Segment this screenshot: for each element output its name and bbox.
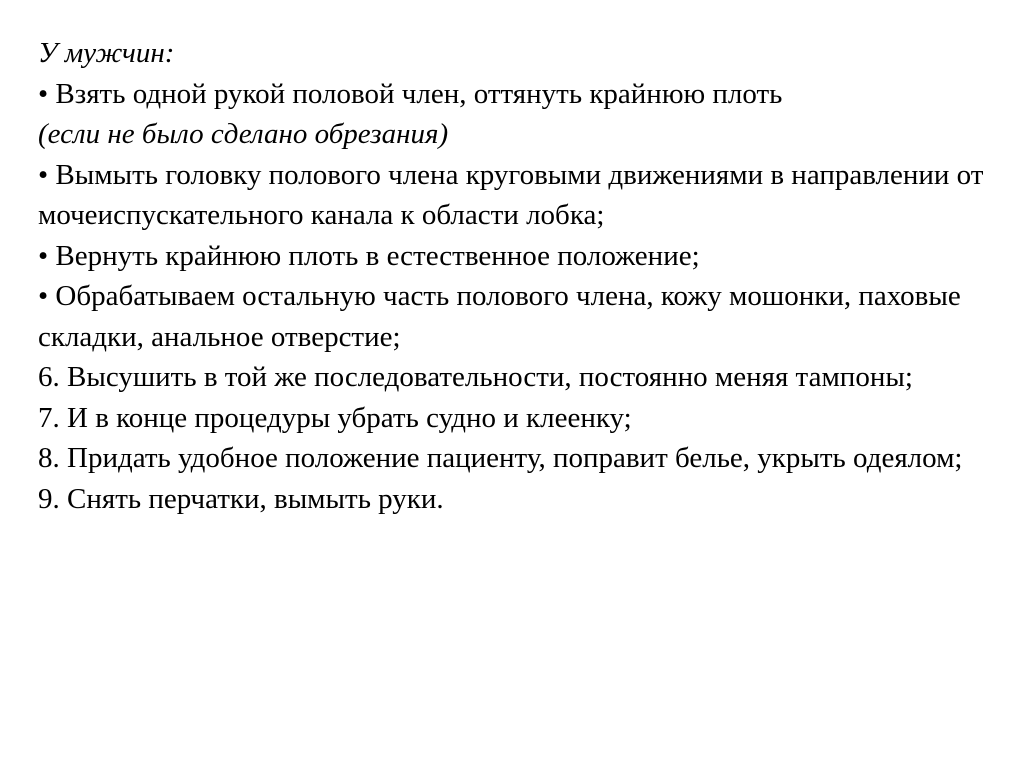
list-item-note: (если не было сделано обрезания) — [38, 118, 449, 150]
bullet-marker: • — [38, 158, 49, 191]
list-item-text: Вернуть крайнюю плоть в естественное положение; — [48, 239, 700, 272]
slide-content — [38, 33, 1010, 519]
list-item — [38, 276, 1010, 357]
list-item — [38, 236, 1010, 277]
number-marker: 6. — [38, 361, 60, 393]
bullet-marker: • — [38, 239, 49, 272]
list-item — [38, 438, 1010, 479]
number-marker: 7. — [38, 401, 60, 434]
list-item — [38, 357, 1010, 398]
list-item-text: Взять одной рукой половой член, оттянуть крайнюю плоть — [48, 77, 783, 110]
list-item-text: Обрабатываем остальную часть полового члена, кожу мошонки, паховые складки, анальное отверстие; — [38, 280, 961, 353]
list-item-text: Высушить в той же последовательности, постоянно меняя тампоны; — [59, 361, 913, 393]
list-item-text: Снять перчатки, вымыть руки. — [59, 482, 444, 515]
list-item-text: И в конце процедуры убрать судно и клеенку; — [59, 401, 632, 434]
list-item — [38, 155, 1010, 236]
bullet-marker: • — [38, 77, 49, 110]
heading: У мужчин: — [38, 37, 175, 69]
list-item-text: Придать удобное положение пациенту, поправит белье, укрыть одеялом; — [59, 442, 963, 474]
number-marker: 9. — [38, 482, 60, 515]
list-item — [38, 74, 1010, 115]
list-item-text: Вымыть головку полового члена круговыми движениями в направлении от мочеиспускательного канала к области лобка; — [38, 158, 984, 231]
list-item — [38, 479, 1010, 520]
number-marker: 8. — [38, 442, 60, 474]
bullet-marker: • — [38, 280, 49, 312]
list-item — [38, 398, 1010, 439]
